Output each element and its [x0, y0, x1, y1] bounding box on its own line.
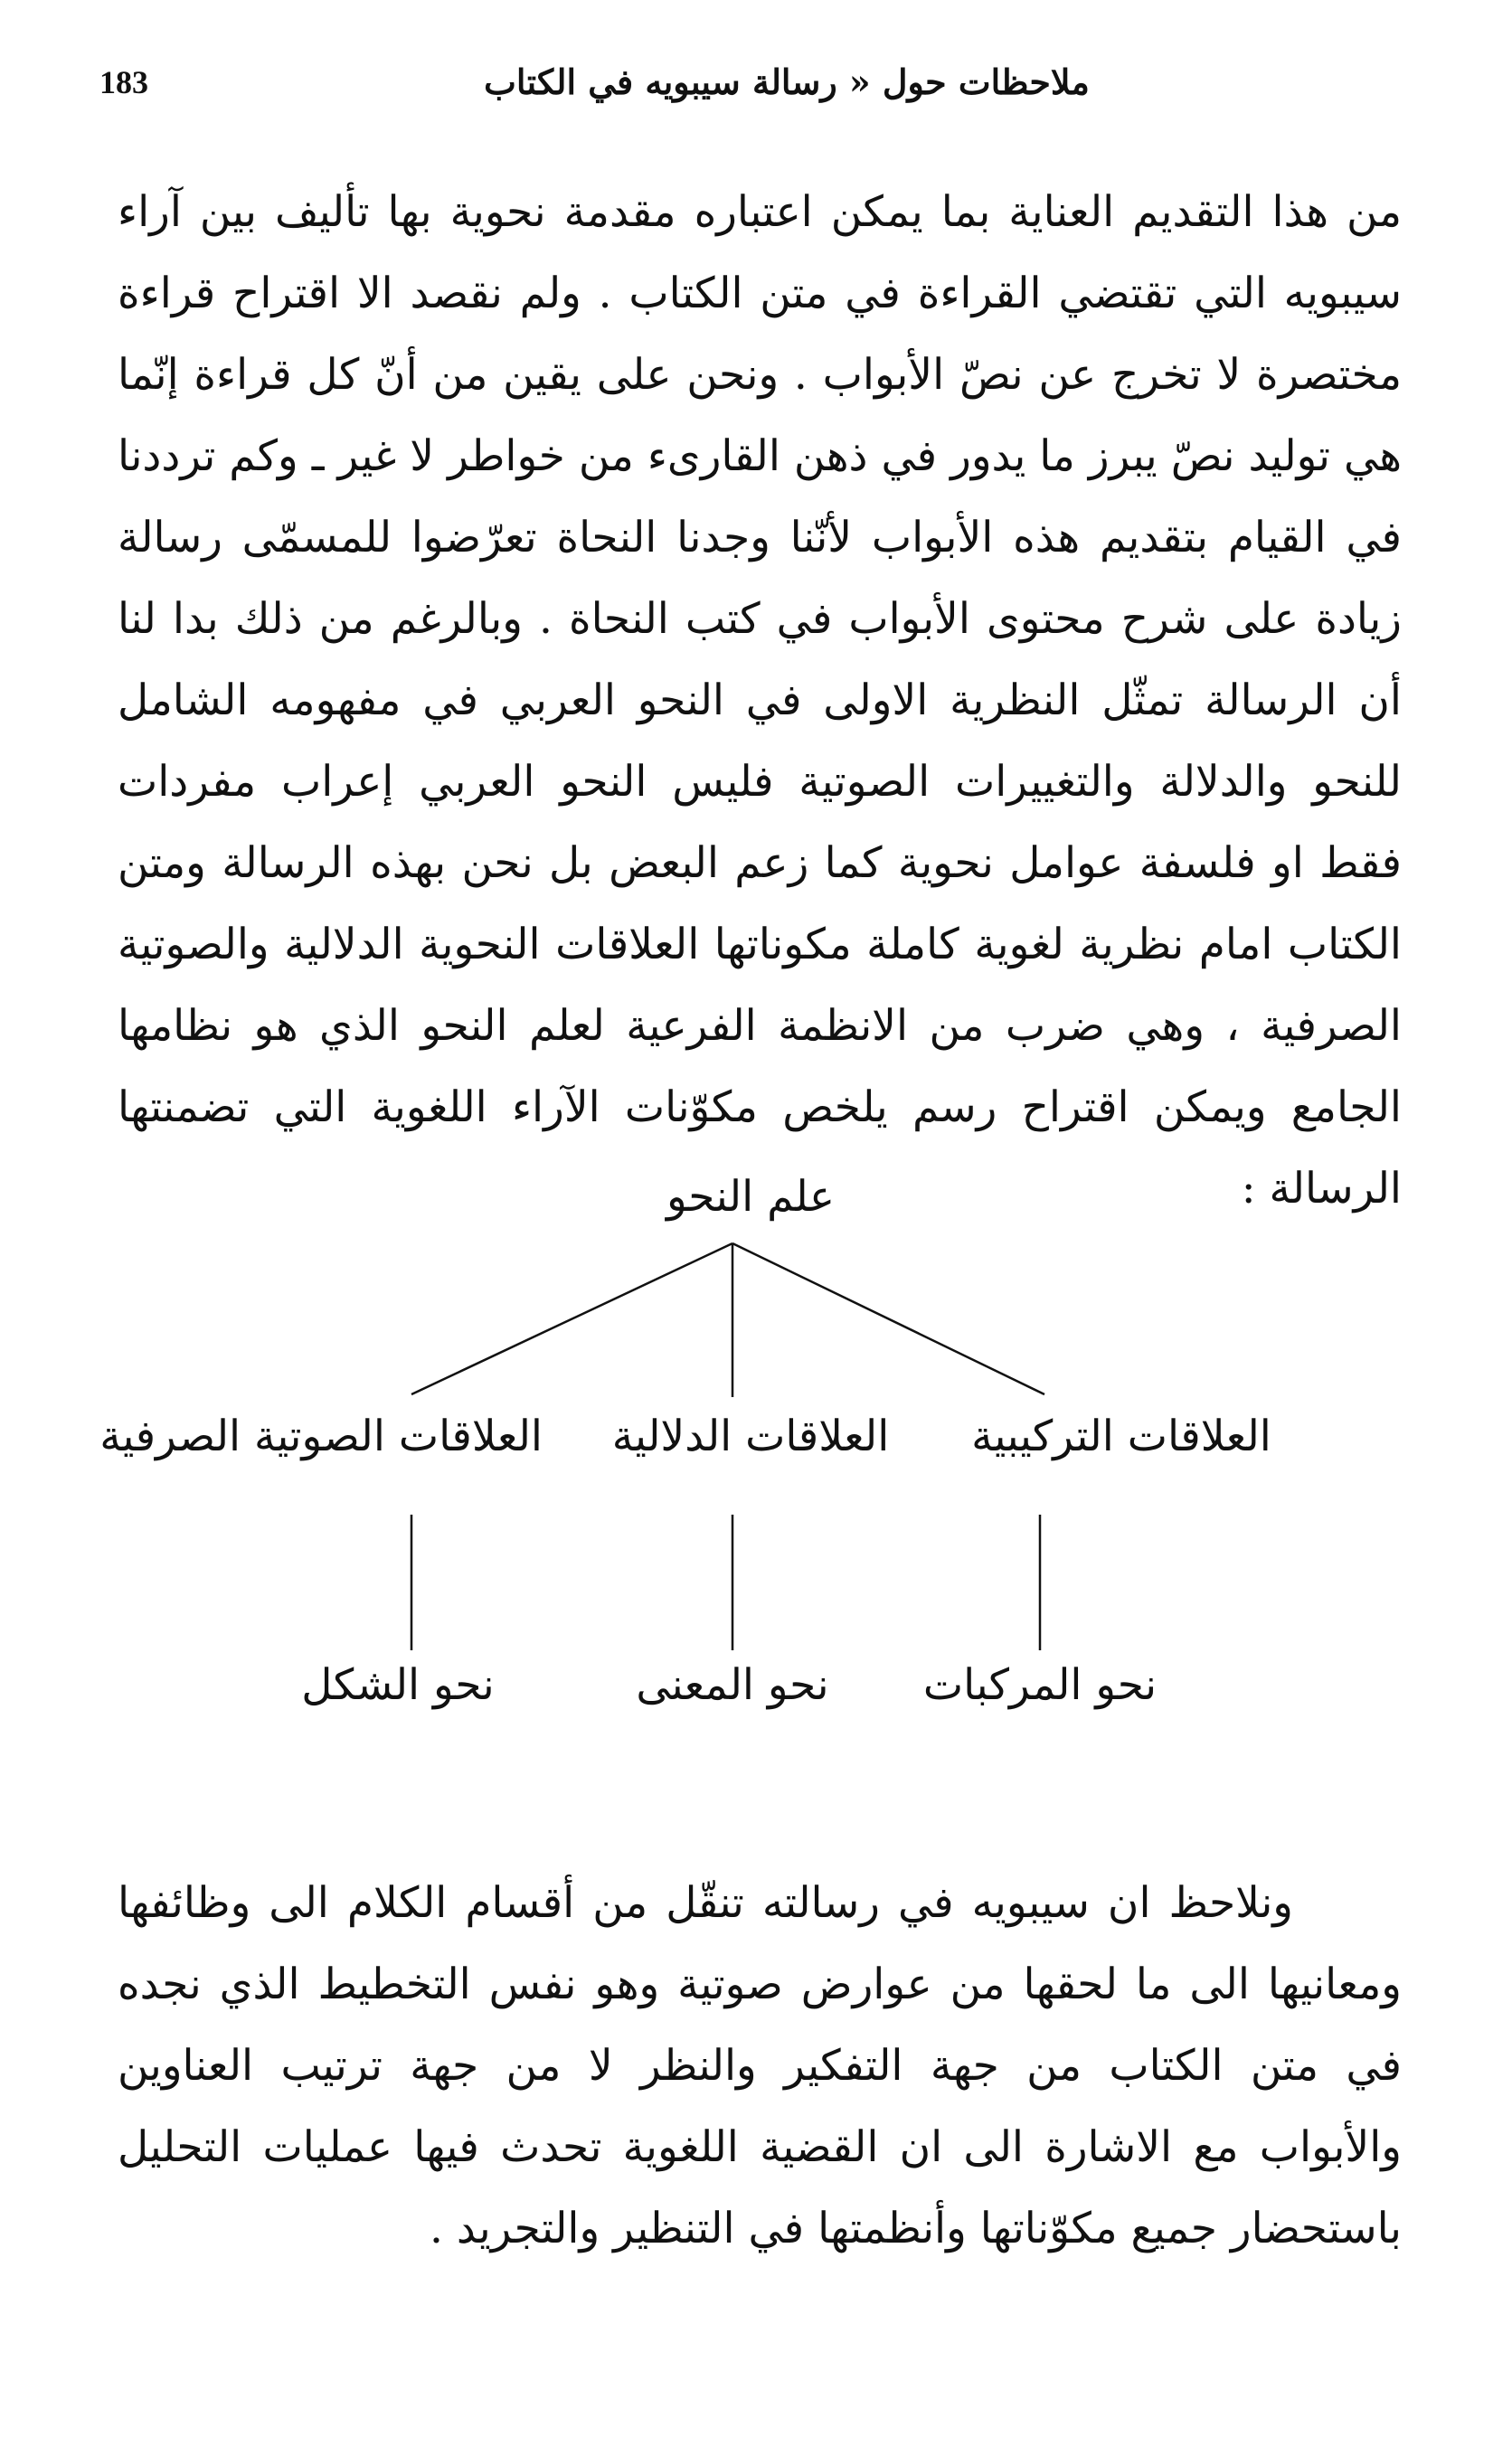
- page-header: [99, 54, 1402, 127]
- branch-syntactic-relations: العلاقات التركيبية: [971, 1412, 1271, 1461]
- leaf-syntax-of-compounds: نحو المركبات: [922, 1660, 1158, 1710]
- page-number: 183: [99, 64, 148, 100]
- branch-semantic-relations: العلاقات الدلالية: [611, 1412, 890, 1461]
- edge-root-to-phonology: [411, 1243, 732, 1394]
- body-paragraph-1: من هذا التقديم العناية بما يمكن اعتباره مقدمة نحوية بها تأليف بين آراء سيبويه التي تقتضي القراءة في متن الكتاب . ولم نقصد الا اقتراح قراءة مختصرة لا تخرج عن نصّ الأبواب . ونحن على يقين من أنّ كل قراءة إنّما هي توليد نصّ يبرز ما يدور في ذهن القارىء من خواطر لا غير ـ وكم ترددنا في القيام بتقديم هذه الأبواب لأنّنا وجدنا النحاة تعرّضوا للمسمّى رسالة زيادة على شرح محتوى الأبواب في كتب النحاة . وبالرغم من ذلك بدا لنا أن الرسالة تمثّل النظرية الاولى في النحو العربي في مفهومه الشامل للنحو والدلالة والتغييرات الصوتية فليس النحو العربي إعراب مفردات فقط او فلسفة عوامل نحوية كما زعم البعض بل نحن بهذه الرسالة ومتن الكتاب امام نظرية لغوية كاملة مكوناتها العلاقات النحوية الدلالية والصوتية الصرفية ، وهي ضرب من الانظمة الفرعية لعلم النحو الذي هو نظامها الجامع ويمكن اقتراح رسم يلخص مكوّنات الآراء اللغوية التي تضمنتها الرسالة :: [118, 187, 1402, 1214]
- leaf-syntax-of-meaning: نحو المعنى: [636, 1660, 829, 1710]
- running-head: ملاحظات حول « رسالة سيبويه في الكتاب: [484, 61, 1090, 102]
- leaf-syntax-of-form: نحو الشكل: [301, 1660, 495, 1710]
- tree-root-node: علم النحو: [666, 1172, 835, 1222]
- edge-root-to-syntax: [732, 1243, 1044, 1394]
- branch-phonological-morphological-relations: العلاقات الصوتية الصرفية: [99, 1412, 543, 1461]
- grammar-tree-diagram: [0, 1157, 1512, 1754]
- body-paragraph-2: ونلاحظ ان سيبويه في رسالته تنقّل من أقسام الكلام الى وظائفها ومعانيها الى ما لحقها من عوارض صوتية وهو نفس التخطيط الذي نجده في متن الكتاب من جهة التفكير والنظر لا من جهة ترتيب العناوين والأبواب مع الاشارة الى ان القضية اللغوية تحدث فيها عمليات التحليل باستحضار جميع مكوّناتها وأنظمتها في التنظير والتجريد .: [118, 1878, 1402, 2253]
